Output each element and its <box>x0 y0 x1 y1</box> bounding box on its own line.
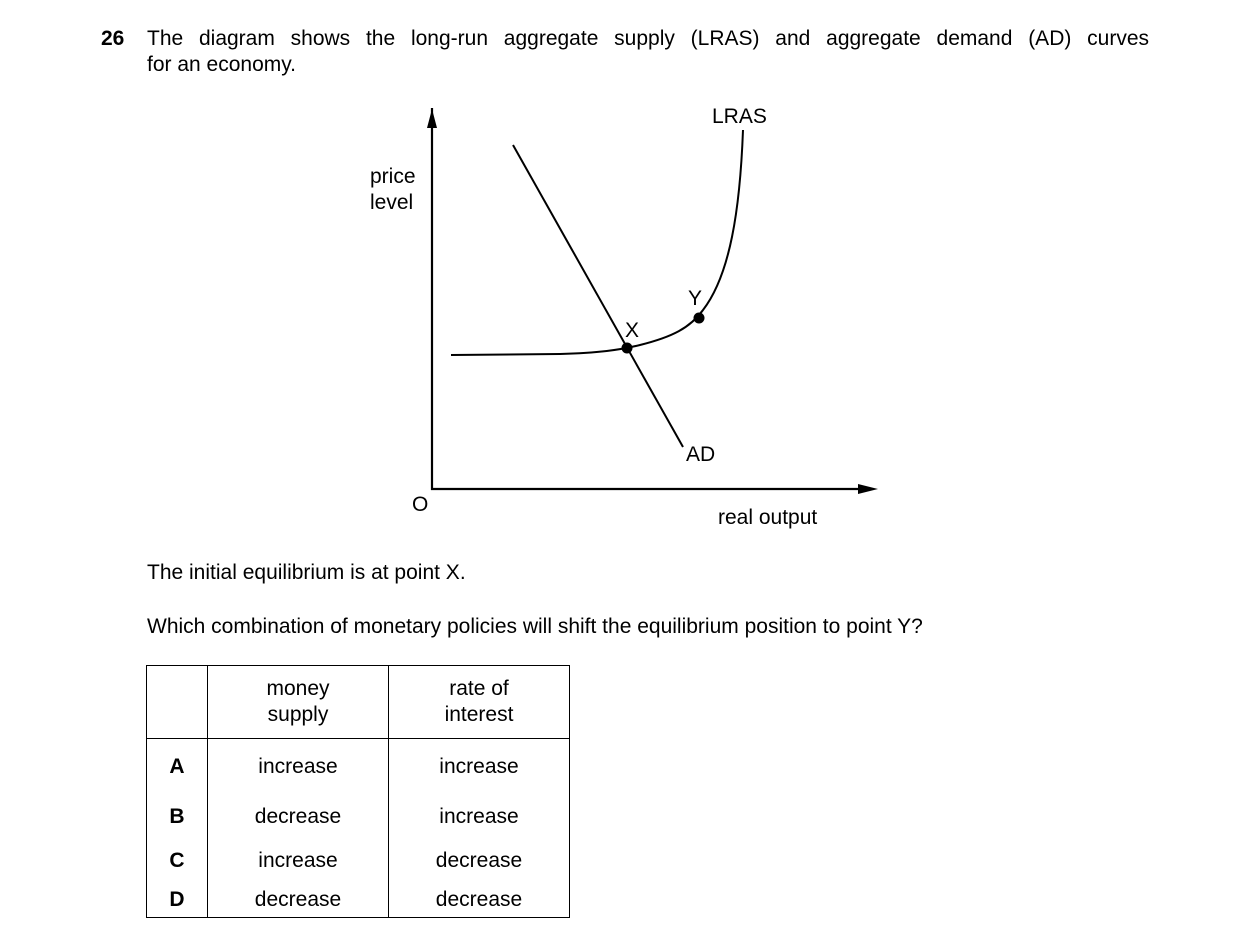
option-row-a[interactable] <box>147 739 570 796</box>
options-table <box>146 665 570 918</box>
ad-line <box>513 145 683 447</box>
table-header-row <box>147 666 570 739</box>
header-rate-of-interest <box>389 666 570 739</box>
y-axis-label-line2: level <box>370 191 414 214</box>
header-money-supply-line1: money <box>266 677 330 700</box>
option-letter: B <box>147 795 208 839</box>
header-blank-cell <box>147 666 208 739</box>
header-money-supply <box>208 666 389 739</box>
question-number: 26 <box>101 27 125 50</box>
option-letter: D <box>147 883 208 918</box>
question-text-line2: for an economy. <box>147 53 297 76</box>
money-supply-cell: increase <box>208 839 389 883</box>
origin-label: O <box>412 493 429 516</box>
header-rate-line2: interest <box>444 703 514 726</box>
point-x-label: X <box>625 319 640 342</box>
option-row-d[interactable] <box>147 883 570 918</box>
money-supply-cell: decrease <box>208 883 389 918</box>
header-rate-line1: rate of <box>449 677 509 700</box>
rate-of-interest-cell: decrease <box>389 839 570 883</box>
money-supply-cell: decrease <box>208 795 389 839</box>
lras-label: LRAS <box>712 105 767 128</box>
initial-equilibrium-text: The initial equilibrium is at point X. <box>147 561 466 584</box>
option-row-b[interactable] <box>147 795 570 839</box>
point-x-dot <box>622 343 633 354</box>
money-supply-cell: increase <box>208 739 389 796</box>
option-letter: C <box>147 839 208 883</box>
point-y-dot <box>694 313 705 324</box>
y-axis-label-line1: price <box>370 165 416 188</box>
question-text-line1: The diagram shows the long-run aggregate supply (LRAS) and aggregate demand (AD) curves <box>147 27 1149 50</box>
option-letter: A <box>147 739 208 796</box>
rate-of-interest-cell: decrease <box>389 883 570 918</box>
point-y-label: Y <box>688 287 703 310</box>
header-money-supply-line2: supply <box>267 703 329 726</box>
rate-of-interest-cell: increase <box>389 795 570 839</box>
ad-label: AD <box>686 443 716 466</box>
x-axis-label: real output <box>718 506 818 529</box>
question-prompt: Which combination of monetary policies will shift the equilibrium position to point Y? <box>147 615 923 638</box>
x-axis-arrow-icon <box>858 484 878 494</box>
option-row-c[interactable] <box>147 839 570 883</box>
y-axis-arrow-icon <box>427 109 437 128</box>
rate-of-interest-cell: increase <box>389 739 570 796</box>
